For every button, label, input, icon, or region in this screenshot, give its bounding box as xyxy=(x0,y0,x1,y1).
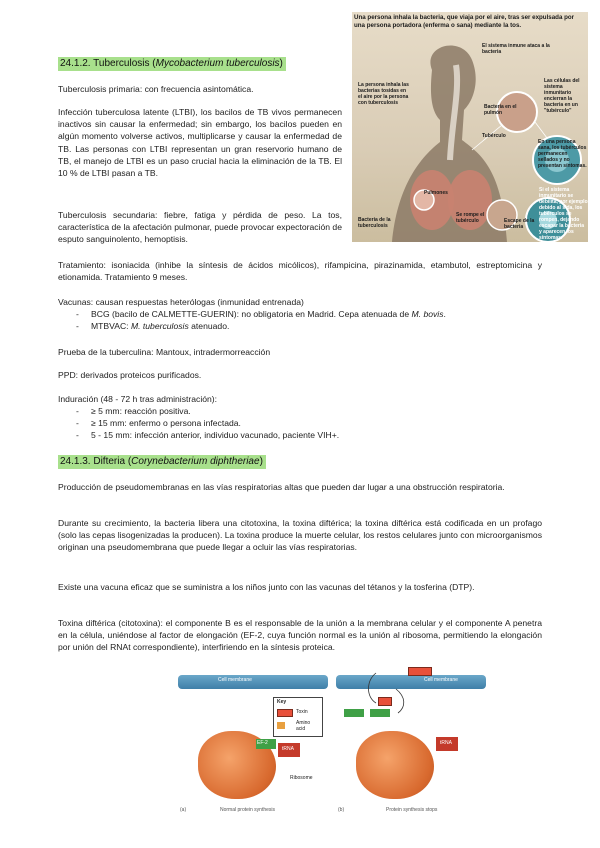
trna-label: tRNA xyxy=(282,746,294,752)
tb-induracion: Induración (48 - 72 h tras administración): xyxy=(58,394,218,404)
cell-membrane xyxy=(178,675,328,689)
label-tuberculo: Tubérculo xyxy=(482,133,506,139)
key-toxin: Toxin xyxy=(296,709,308,715)
ribosome-label: Ribosome xyxy=(290,775,313,781)
list-item: - ≥ 5 mm: reacción positiva. xyxy=(58,405,542,417)
membrane-label: Cell membrane xyxy=(424,677,458,683)
toxin-entry-arrows xyxy=(336,667,486,727)
illustration-title: Una persona inhala la bacteria, que viaja por el aire, tras ser expulsada por una persona portadora (enferma o sana) mediante la tos. xyxy=(354,14,575,29)
key-box xyxy=(273,697,323,737)
ribosome-shape xyxy=(356,731,434,799)
label-pulmon: Bacteria en el pulmón xyxy=(484,104,517,116)
key-aa: Amino acid xyxy=(296,720,311,732)
heading-species: Corynebacterium diphtheriae xyxy=(131,456,260,467)
membrane-label: Cell membrane xyxy=(218,677,252,683)
dif-p2: Durante su crecimiento, la bacteria libera una citotoxina, la toxina diftérica; la toxina diftérica está codificada en un profago (solo las cepas lisogenizadas la producen). La toxina produce la muerte celular, los restos celulares junto con microorganismos originan una pseudomembrana que puede llegar a ocluir las vías respiratorias. xyxy=(58,518,542,553)
label-celulas: Las células del sistema inmunitario encierran la bacteria en un "tubérculo" xyxy=(544,78,580,114)
bcg-species: M. bovis xyxy=(411,309,444,319)
list-item: - 5 - 15 mm: infección anterior, individuo vacunado, paciente VIH+. xyxy=(58,429,542,441)
tb-ltbi: Infección tuberculosa latente (LTBI), los bacilos de TB vivos permanecen inactivos sin causar la enfermedad; sin embargo, los bacilos pueden en algún momento volverse activos, multiplicarse y causar la enfermedad de TB. Las personas con LTBI representan un gran reservorio humano de TB, el manejo de LTBI es un paso crucial hacia la eliminación de la TB. El 10 % de LTBI pasan a TB. xyxy=(58,107,342,179)
label-sana: En una persona sana, los tubérculos permanecen sellados y no presentan síntomas. xyxy=(538,139,587,169)
tb-primaria: Tuberculosis primaria: con frecuencia asintomática. xyxy=(58,84,254,94)
dif-p4: Toxina diftérica (citotoxina): el componente B es el responsable de la unión a la membrana celular y el componente A penetra en la célula, uniéndose al factor de elongación (EF-2, cuya función normal es la unión al ribosoma, permitiendo la elongación por unión del RNAt correspondiente), interfiriendo en la síntesis proteica. xyxy=(58,618,542,653)
label-rompe: Se rompe el tubérculo xyxy=(456,212,485,224)
figure-protein-synthesis-stops xyxy=(336,667,486,815)
bcg-text: BCG (bacilo de CALMETTE-GUERIN): no obligatoria en Madrid. Cepa atenuada de xyxy=(91,309,412,319)
bcg-end: . xyxy=(443,309,446,319)
label-sistema: El sistema inmune ataca a la bacteria xyxy=(482,43,550,55)
ef2-label: EF-2 xyxy=(257,740,268,746)
tb-prueba: Prueba de la tuberculina: Mantoux, intradermorreacción xyxy=(58,347,271,357)
label-escape: Escape de la bacteria xyxy=(504,218,535,230)
mtbvac-end: atenuado. xyxy=(188,321,230,332)
section-heading-tuberculosis xyxy=(58,57,286,71)
heading-close: ) xyxy=(259,456,263,467)
tuberculosis-infection-illustration xyxy=(352,12,588,242)
ef2-a-complex-2 xyxy=(370,709,390,717)
trna-label: tRNA xyxy=(440,740,452,746)
heading-close: ) xyxy=(279,58,283,69)
heading-text: 24.1.3. Difteria ( xyxy=(60,456,132,467)
caption-b: Protein synthesis stops xyxy=(386,807,438,813)
key-title: Key xyxy=(277,699,287,705)
tb-vacunas: Vacunas: causan respuestas heterólogas (inmunidad entrenada) xyxy=(58,297,304,307)
mtbvac-text: MTBVAC: xyxy=(91,321,131,332)
toxin-ab xyxy=(408,667,432,676)
toxin-a-in xyxy=(378,697,392,706)
ef2-a-complex xyxy=(344,709,364,717)
mtbvac-species: M. tuberculosis xyxy=(130,321,189,332)
figure-normal-protein-synthesis xyxy=(178,667,328,815)
section-heading-difteria xyxy=(58,455,266,469)
tb-ppd: PPD: derivados proteicos purificados. xyxy=(58,370,202,380)
induracion-list xyxy=(58,405,542,442)
heading-text: 24.1.2. Tuberculosis ( xyxy=(60,58,156,69)
label-persona: La persona inhala las bacterias tosidas en el aire por la persona con tuberculosis xyxy=(358,82,409,106)
label-bacteria-tb: Bacteria de la tuberculosis xyxy=(358,217,391,229)
key-aa-swatch xyxy=(277,722,285,729)
heading-species: Mycobacterium tuberculosis xyxy=(155,58,280,69)
caption-a: Normal protein synthesis xyxy=(220,807,276,813)
list-item: - ≥ 15 mm: enfermo o persona infectada. xyxy=(58,417,542,429)
vacunas-list xyxy=(58,308,542,332)
key-toxin-swatch xyxy=(277,709,293,717)
tb-secundaria: Tuberculosis secundaria: fiebre, fatiga y pérdida de peso. La tos, característica de la afectación pulmonar, puede provocar expectoración de esputo sanguinolento, hemoptisis. xyxy=(58,210,342,245)
caption-a-letter: (a) xyxy=(180,807,187,813)
list-item-mtbvac xyxy=(58,320,542,332)
dif-p1: Producción de pseudomembranas en las vías respiratorias altas que pueden dar lugar a una obstrucción respiratoria. xyxy=(58,482,505,492)
dif-p3: Existe una vacuna eficaz que se suministra a los niños junto con las vacunas del tétanos y la tosferina (DTP). xyxy=(58,582,475,592)
label-debilita: Si el sistema inmunitario se debilita, por ejemplo debido al sida, los tubérculos se rompen, dejando escapar la bacteria y aparecen los síntomas. xyxy=(539,187,588,241)
label-pulmones: Pulmones xyxy=(424,190,448,196)
tb-tratamiento: Tratamiento: isoniacida (inhibe la síntesis de ácidos micólicos), rifampicina, pirazinamida, etambutol, estreptomicina y etionamida. Tratamiento 9 meses. xyxy=(58,260,542,283)
list-item-bcg xyxy=(58,308,542,320)
caption-b-letter: (b) xyxy=(338,807,345,813)
